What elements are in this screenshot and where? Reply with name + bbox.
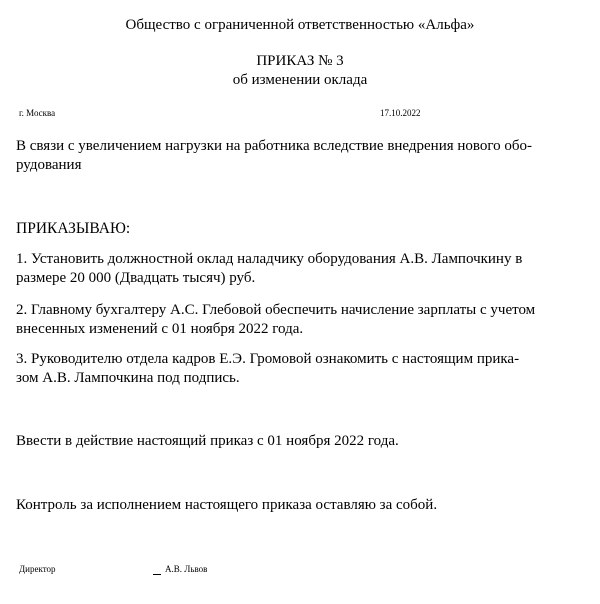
order-item-line: внесенных изменений с 01 ноября 2022 года. [16, 321, 304, 337]
effect-paragraph: Ввести в действие настоящий приказ с 01 ноября 2022 года. [16, 433, 399, 449]
intro-line: В связи с увеличением нагрузки на работника вследствие внедрения нового обо- [16, 138, 533, 154]
order-title: ПРИКАЗ № 3 [256, 53, 344, 69]
signature-line [153, 574, 161, 575]
organization-name: Общество с ограниченной ответственностью «Альфа» [125, 17, 475, 33]
order-item-2 [16, 301, 535, 339]
order-heading [0, 52, 600, 90]
order-item-line: 1. Установить должностной оклад наладчику оборудования А.В. Лампочкину в [16, 251, 523, 267]
intro-line: рудования [16, 157, 82, 173]
order-city: г. Москва [19, 108, 56, 118]
order-item-line: 2. Главному бухгалтеру А.С. Глебовой обеспечить начисление зарплаты с учетом [16, 302, 536, 318]
intro-paragraph [16, 137, 532, 175]
director-name: А.В. Львов [165, 564, 208, 574]
order-item-line: зом А.В. Лампочкина под подпись. [16, 370, 240, 386]
order-item-line: 3. Руководителю отдела кадров Е.Э. Громовой ознакомить с настоящим прика- [16, 351, 520, 367]
order-item-1 [16, 250, 522, 288]
director-label: Директор [19, 564, 56, 574]
control-paragraph: Контроль за исполнением настоящего приказа оставляю за собой. [16, 497, 438, 513]
order-item-line: размере 20 000 (Двадцать тысяч) руб. [16, 270, 256, 286]
order-date: 17.10.2022 [380, 108, 421, 118]
order-word: ПРИКАЗЫВАЮ: [16, 220, 131, 237]
order-item-3 [16, 350, 519, 388]
order-subtitle: об изменении оклада [232, 72, 368, 88]
